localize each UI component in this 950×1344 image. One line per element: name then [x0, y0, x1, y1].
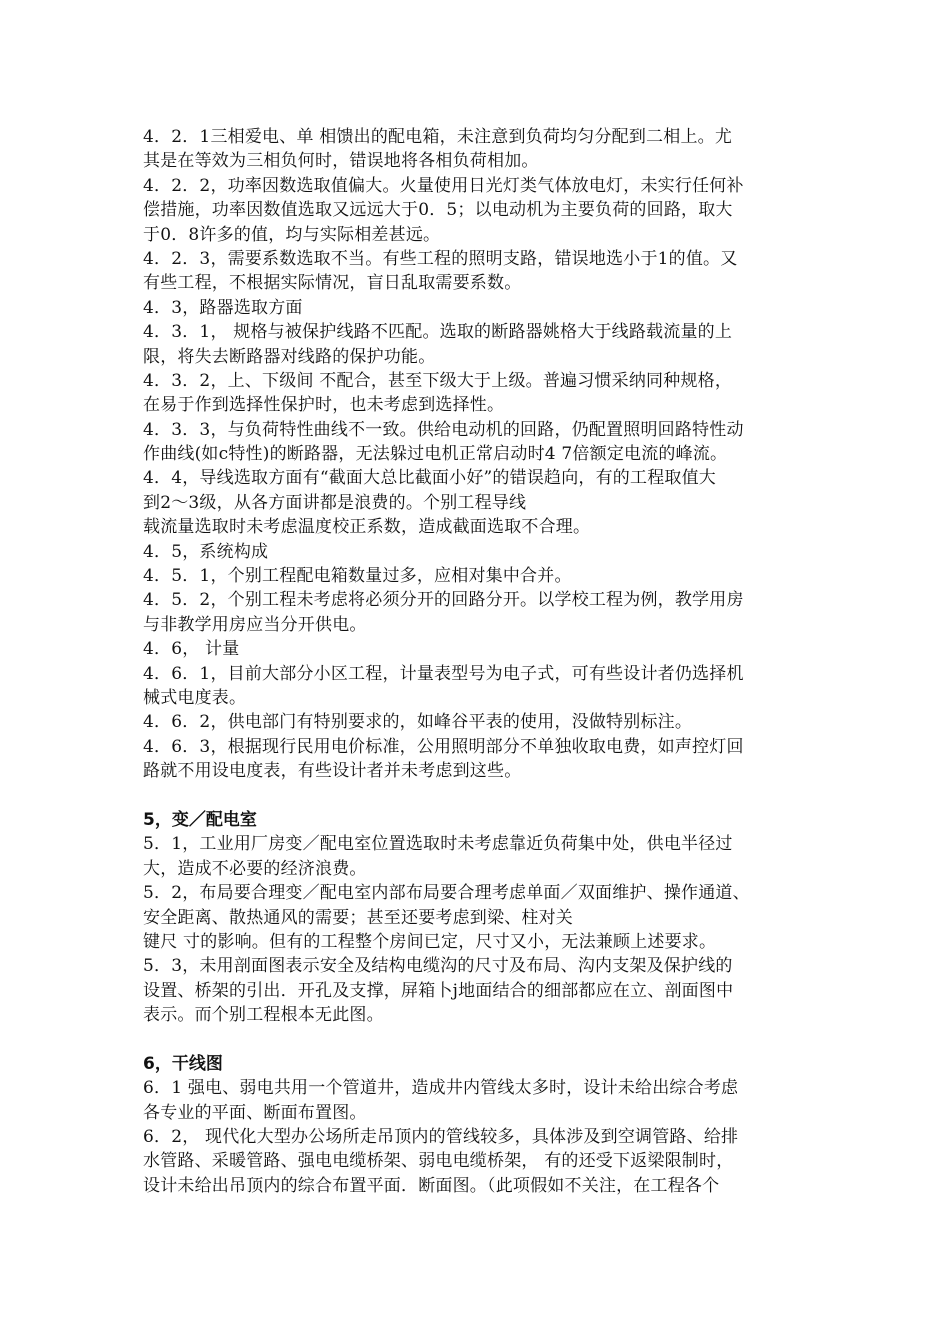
- text-line: 到2～3级，从各方面讲都是浪费的。个别工程导线: [143, 492, 527, 513]
- text-line: 4．2．1三相爱电、单 相馈出的配电箱，未注意到负荷均匀分配到二相上。尤: [143, 127, 733, 147]
- text-line: 4．5，系统构成: [143, 541, 269, 562]
- text-line: 水管路、采暖管路、强电电缆桥架、弱电电缆桥架， 有的还受下返梁限制时，: [143, 1151, 734, 1172]
- text-line: 4．2．3，需要系数选取不当。有些工程的照明支路，错误地选小于1的值。又: [143, 248, 738, 269]
- text-line: 限，将失去断路器对线路的保护功能。: [143, 346, 436, 367]
- text-line: 械式电度表。: [143, 687, 247, 708]
- text-line: 4．5．1，个别工程配电箱数量过多，应相对集中合并。: [143, 566, 572, 587]
- text-line: 4．3．1， 规格与被保护线路不匹配。选取的断路器姚格大于线路载流量的上: [143, 322, 733, 343]
- text-line: 4．6， 计量: [143, 639, 240, 660]
- text-line: 5．3，未用剖面图表示安全及结构电缆沟的尺寸及布局、沟内支架及保护线的: [143, 956, 733, 977]
- paragraph-spacer: [143, 1027, 813, 1051]
- text-line: 4．6．2，供电部门有特别要求的，如峰谷平表的使用，没做特别标注。: [143, 712, 693, 733]
- text-line: 5．2，布局要合理变／配电室内部布局要合理考虑单面／双面维护、操作通道、: [143, 883, 750, 904]
- text-line: 大，造成不必要的经济浪费。: [143, 858, 367, 879]
- text-line: 在易于作到选择性保护时，也未考虑到选择性。: [143, 395, 505, 416]
- text-line: 安全距离、散热通风的需要；甚至还要考虑到梁、柱对关: [143, 907, 573, 928]
- document-body: [143, 125, 813, 1198]
- text-line: 与非教学用房应当分开供电。: [143, 614, 367, 635]
- text-line: 4．4，导线选取方面有“截面大总比截面小好”的错误趋向，有的工程取值大: [143, 468, 717, 489]
- text-line: 4．5．2，个别工程未考虑将必须分开的回路分开。以学校工程为例，教学用房: [143, 590, 744, 611]
- text-line: 6．2， 现代化大型办公场所走吊顶内的管线较多，具体涉及到空调管路、给排: [143, 1127, 739, 1148]
- section-heading: 6，干线图: [143, 1053, 223, 1074]
- text-line: 4．6．1，目前大部分小区工程，计量表型号为电子式，可有些设计者仍选择机: [143, 663, 744, 684]
- text-line: 载流量选取时未考虑温度校正系数，造成截面选取不合理。: [143, 517, 591, 538]
- text-line: 4．3．2，上、下级间 不配合，甚至下级大于上级。普遍习惯采纳同种规格，: [143, 370, 733, 391]
- text-line: 各专业的平面、断面布置图。: [143, 1102, 367, 1123]
- text-line: 其是在等效为三相负何时，错误地将各相负荷相加。: [143, 151, 539, 172]
- text-line: 设计未给出吊顶内的综合布置平面．断面图。（此项假如不关注，在工程各个: [143, 1175, 720, 1196]
- text-line: 4．6．3，根据现行民用电价标准，公用照明部分不单独收取电费，如声控灯回: [143, 736, 744, 757]
- text-line: 偿措施，功率因数值选取又远远大于0．5；以电动机为主要负荷的回路，取大: [143, 200, 733, 221]
- paragraph-spacer: [143, 784, 813, 808]
- text-line: 4．3，路器选取方面: [143, 297, 303, 318]
- text-line: 设置、桥架的引出．开孔及支撑，屏箱卜j地面结合的细部都应在立、剖面图中: [143, 980, 734, 1001]
- text-line: 4．2．2，功率因数选取值偏大。火量使用日光灯类气体放电灯，未实行任何补: [143, 175, 744, 196]
- text-line: 路就不用设电度表，有些设计者并未考虑到这些。: [143, 761, 522, 782]
- text-line: 4．3．3，与负荷特性曲线不一致。供给电动机的回路，仍配置照明回路特性动: [143, 419, 744, 440]
- text-line: 6．1 强电、弱电共用一个管道井，造成井内管线太多时，设计未给出综合考虑: [143, 1078, 739, 1099]
- text-line: 5．1，工业用厂房变／配电室位置选取时未考虑靠近负荷集中处，供电半径过: [143, 834, 733, 855]
- text-line: 于0．8许多的值，均与实际相差甚远。: [143, 224, 441, 245]
- text-line: 表示。而个别工程根本无此图。: [143, 1005, 384, 1026]
- text-line: 作曲线(如c特性)的断路器，无法躲过电机正常启动时4 7倍额定电流的峰流。: [143, 444, 728, 465]
- section-heading: 5，变／配电室: [143, 809, 257, 830]
- text-line: 有些工程，不根据实际情况，盲日乱取需要系数。: [143, 273, 522, 294]
- text-line: 键尺 寸的影响。但有的工程整个房间已定，尺寸又小，无法兼顾上述要求。: [143, 931, 717, 952]
